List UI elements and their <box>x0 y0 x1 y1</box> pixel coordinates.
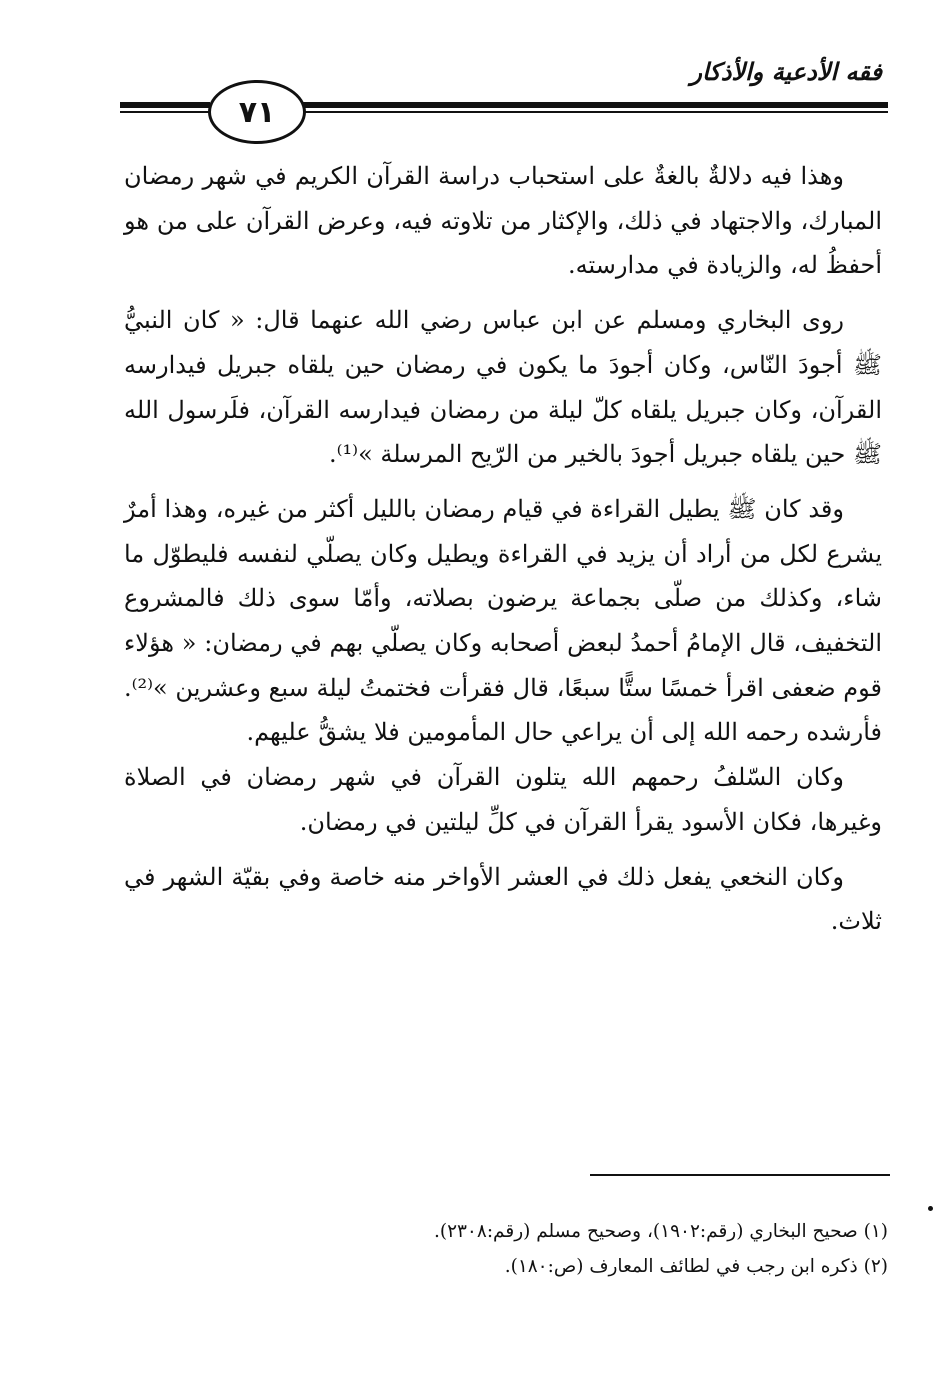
header-rule-left <box>120 102 210 108</box>
header-rule-right <box>300 102 888 108</box>
paragraph: وهذا فيه دلالةٌ بالغةٌ على استحباب دراسة القرآن الكريم في شهر رمضان المبارك، والاجتهاد في ذلك، والإكثار من تلاوته فيه، وعرض القرآن على من هو أحفظُ له، والزيادة في مدارسته. <box>124 162 882 280</box>
paragraph: وكان النخعي يفعل ذلك في العشر الأواخر منه خاصة وفي بقيّة الشهر في ثلاث. <box>124 862 882 936</box>
body-text <box>124 154 882 944</box>
page-number: ٧١ <box>238 94 276 130</box>
header-rule-left-thin <box>120 111 210 113</box>
paragraph: روى البخاري ومسلم عن ابن عباس رضي الله عنهما قال: « كان النبيُّ ﷺ أجودَ النّاس، وكان أجودَ ما يكون في رمضان حين يلقاه جبريل فيدارسه القرآن، وكان جبريل يلقاه كلّ ليلة من رمضان فيدارسه القرآن، فلَرسول الله ﷺ حين يلقاه جبريل أجودَ بالخير من الرّيح المرسلة »⁽¹⁾. <box>124 306 882 469</box>
book-title: فقه الأدعية والأذكار <box>690 58 882 86</box>
footnote-separator <box>590 1174 890 1176</box>
paragraph: وقد كان ﷺ يطيل القراءة في قيام رمضان بالليل أكثر من غيره، وهذا أمرٌ يشرع لكل من أراد أن يزيد في القراءة ويطيل وكان يصلّي لنفسه فليطوّل ما شاء، وكذلك من صلّى بجماعة يرضون بصلاته، وأمّا سوى ذلك فالمشروع التخفيف، قال الإمامُ أحمدُ لبعض أصحابه وكان يصلّي بهم في رمضان: « هؤلاء قوم ضعفى اقرأ خمسًا ستًّا سبعًا، قال فقرأت فختمتُ ليلة سبع وعشرين »⁽²⁾. فأرشده رحمه الله إلى أن يراعي حال المأمومين فلا يشقُّ عليهم. <box>124 494 882 747</box>
footnotes <box>124 1214 888 1284</box>
footnote: (٢) ذكره ابن رجب في لطائف المعارف (ص:١٨٠). <box>504 1256 888 1277</box>
paragraph: وكان السّلفُ رحمهم الله يتلون القرآن في شهر رمضان في الصلاة وغيرها، فكان الأسود يقرأ القرآن في كلِّ ليلتين في رمضان. <box>124 763 882 836</box>
header-rule-right-thin <box>300 111 888 113</box>
margin-mark <box>928 1206 933 1211</box>
page-number-oval <box>208 80 306 144</box>
footnote: (١) صحيح البخاري (رقم:١٩٠٢)، وصحيح مسلم (رقم:٢٣٠٨). <box>433 1221 888 1242</box>
